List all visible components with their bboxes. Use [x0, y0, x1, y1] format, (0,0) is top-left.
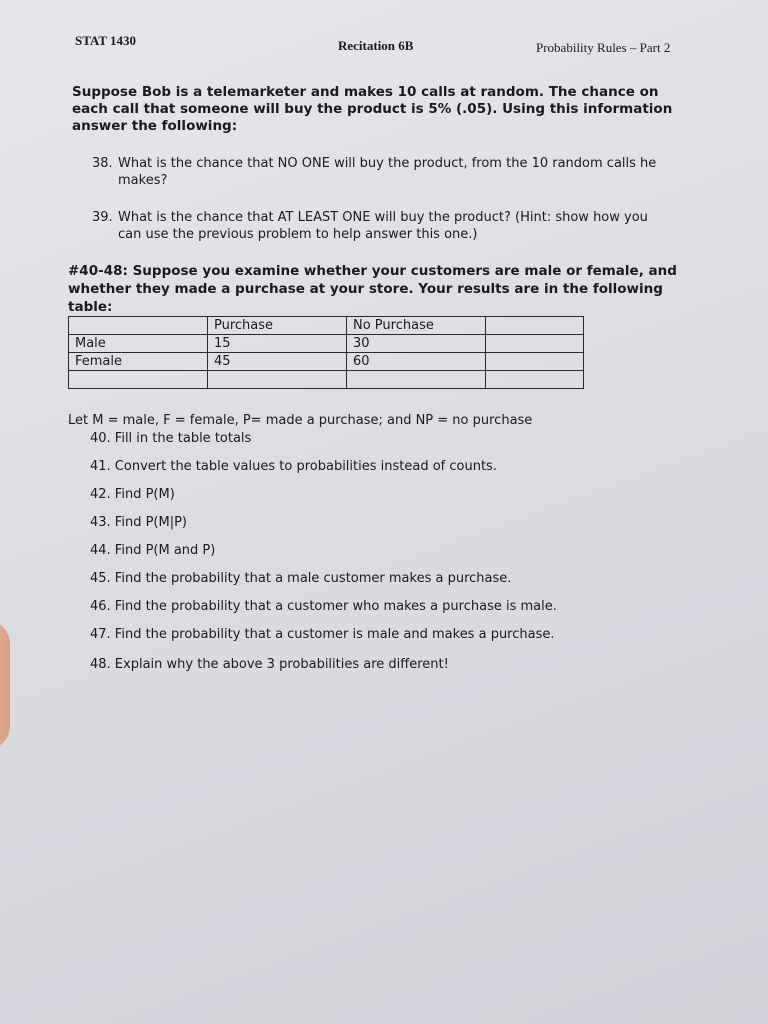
- table-row: [69, 317, 584, 335]
- topic-title: Probability Rules – Part 2: [536, 40, 671, 55]
- variable-definitions: Let M = male, F = female, P= made a purchase; and NP = no purchase: [68, 413, 533, 428]
- table-cell: Female: [69, 353, 208, 371]
- section-heading: #40-48: Suppose you examine whether your customers are male or female, and whether they made a purchase at your store. Your results are in the following table:: [68, 263, 677, 315]
- question-39: [92, 209, 682, 243]
- question-text-line2: makes?: [118, 173, 168, 188]
- list-item: 42. Find P(M): [90, 487, 175, 502]
- question-text-line2: can use the previous problem to help answer this one.): [118, 227, 478, 242]
- table-cell: 45: [208, 353, 347, 371]
- list-item: 41. Convert the table values to probabilities instead of counts.: [90, 459, 497, 474]
- question-number: 38.: [92, 156, 113, 171]
- question-number: 39.: [92, 210, 113, 225]
- list-item: 44. Find P(M and P): [90, 543, 216, 558]
- table-row: [69, 335, 584, 353]
- table-cell: [69, 317, 208, 335]
- question-text-line1: What is the chance that NO ONE will buy the product, from the 10 random calls he: [118, 156, 657, 171]
- table-cell: No Purchase: [347, 317, 486, 335]
- table-row: [69, 353, 584, 371]
- table-row: [69, 371, 584, 389]
- table-cell: [486, 317, 584, 335]
- table-cell: 30: [347, 335, 486, 353]
- question-38: [92, 155, 682, 189]
- recitation-title: Recitation 6B: [338, 38, 414, 53]
- list-item: 45. Find the probability that a male customer makes a purchase.: [90, 571, 512, 586]
- purchase-table: [68, 316, 584, 389]
- table-cell: [486, 335, 584, 353]
- thumb-edge: [0, 620, 10, 750]
- list-item: 48. Explain why the above 3 probabilities are different!: [90, 657, 449, 672]
- table-cell: [486, 371, 584, 389]
- table-cell: [486, 353, 584, 371]
- table-cell: [69, 371, 208, 389]
- course-code: STAT 1430: [75, 33, 137, 48]
- table-cell: Male: [69, 335, 208, 353]
- list-item: 47. Find the probability that a customer is male and makes a purchase.: [90, 627, 555, 642]
- table-cell: [208, 371, 347, 389]
- intro-paragraph: Suppose Bob is a telemarketer and makes 10 calls at random. The chance on each call that someone will buy the product is 5% (.05). Using this information answer the following:: [72, 84, 673, 134]
- list-item: 46. Find the probability that a customer who makes a purchase is male.: [90, 599, 557, 614]
- list-item: 43. Find P(M|P): [90, 515, 187, 530]
- question-text-line1: What is the chance that AT LEAST ONE will buy the product? (Hint: show how you: [118, 210, 648, 225]
- table-cell: 15: [208, 335, 347, 353]
- table-cell: [347, 371, 486, 389]
- table-cell: 60: [347, 353, 486, 371]
- list-item: 40. Fill in the table totals: [90, 431, 252, 446]
- table-cell: Purchase: [208, 317, 347, 335]
